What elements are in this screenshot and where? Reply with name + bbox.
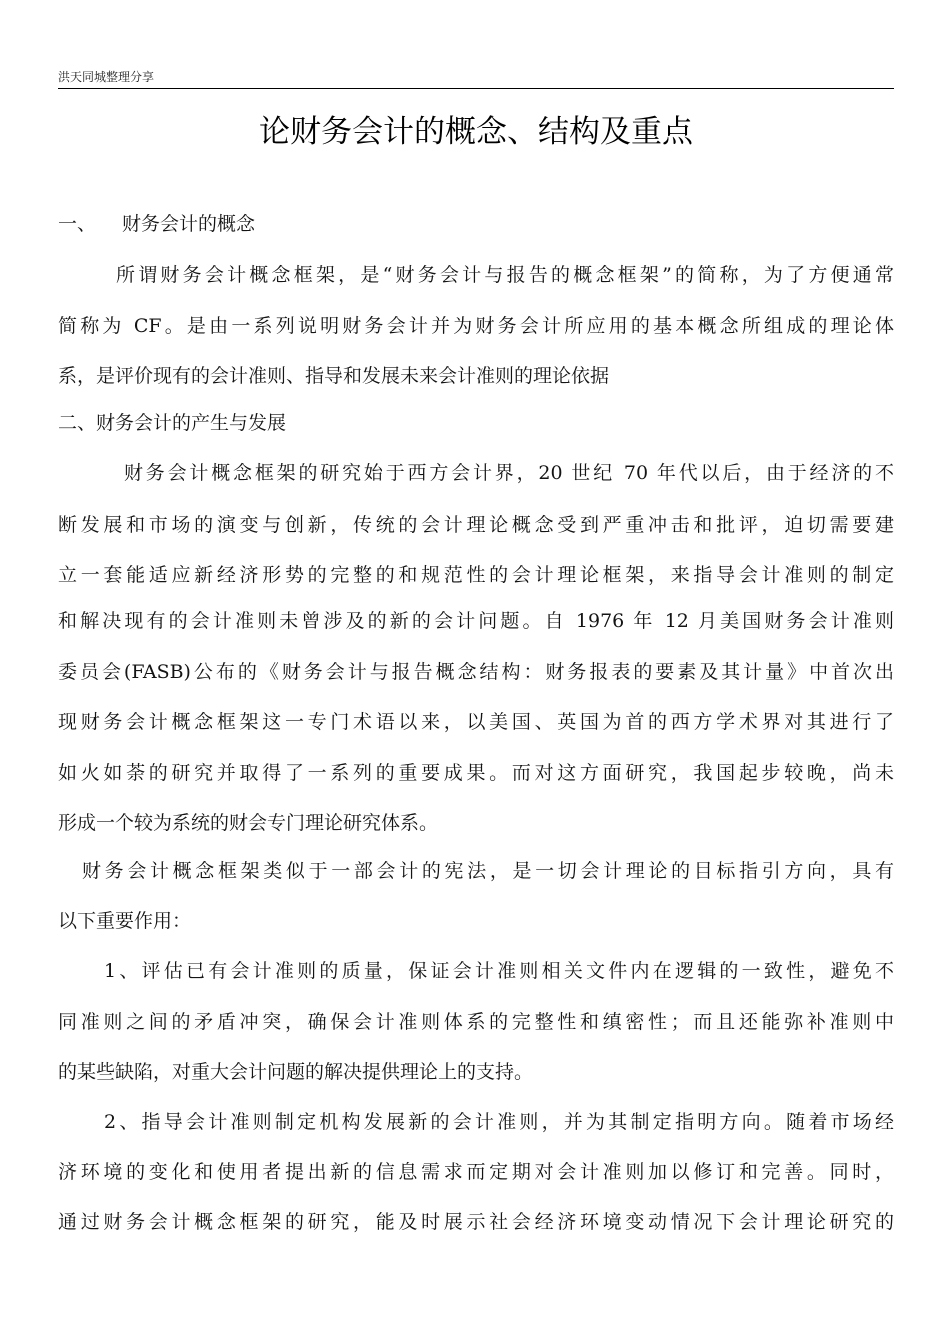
section2-item2-line-1: 2、指导会计准则制定机构发展新的会计准则，并为其制定指明方向。随着市场经: [104, 1111, 894, 1133]
section2-item2-line-2: 济环境的变化和使用者提出新的信息需求而定期对会计准则加以修订和完善。同时，: [58, 1161, 894, 1183]
section2-p2-line-2: 以下重要作用：: [58, 910, 192, 932]
section2-p1-line-1: 财务会计概念框架的研究始于西方会计界，20 世纪 70 年代以后，由于经济的不: [124, 462, 894, 484]
header-text: 洪天同城整理分享: [58, 70, 155, 84]
section1-line-1: 所谓财务会计概念框架，是“财务会计与报告的概念框架”的简称，为了方便通常: [116, 264, 894, 286]
section1-number: 一、: [58, 213, 97, 235]
section2-item2-line-3: 通过财务会计概念框架的研究，能及时展示社会经济环境变动情况下会计理论研究的: [58, 1211, 894, 1233]
section2-item1-line-3: 的某些缺陷，对重大会计问题的解决提供理论上的支持。: [58, 1061, 534, 1083]
section2-p1-line-2: 断发展和市场的演变与创新，传统的会计理论概念受到严重冲击和批评，迫切需要建: [58, 514, 894, 536]
page-header: [58, 69, 894, 89]
section2-p1-line-7: 如火如荼的研究并取得了一系列的重要成果。而对这方面研究，我国起步较晚，尚未: [58, 762, 894, 784]
section2-p1-line-5: 委员会(FASB)公布的《财务会计与报告概念结构：财务报表的要素及其计量》中首次出: [58, 661, 894, 683]
document-title: 论财务会计的概念、结构及重点: [259, 114, 693, 150]
section2-item1-line-1: 1、评估已有会计准则的质量，保证会计准则相关文件内在逻辑的一致性，避免不: [104, 960, 894, 982]
section1-line-3: 系，是评价现有的会计准则、指导和发展未来会计准则的理论依据: [58, 365, 610, 387]
section2-p2-line-1: 财务会计概念框架类似于一部会计的宪法，是一切会计理论的目标指引方向，具有: [82, 860, 894, 882]
section2-p1-line-4: 和解决现有的会计准则未曾涉及的新的会计问题。自 1976 年 12 月美国财务会计准则: [58, 610, 894, 632]
section1-line-2: 简称为 CF。是由一系列说明财务会计并为财务会计所应用的基本概念所组成的理论体: [58, 315, 894, 337]
section2-p1-line-3: 立一套能适应新经济形势的完整的和规范性的会计理论框架，来指导会计准则的制定: [58, 564, 894, 586]
section1-heading: [58, 211, 894, 237]
section1-heading-text: 财务会计的概念: [122, 213, 256, 235]
section2-p1-line-8: 形成一个较为系统的财会专门理论研究体系。: [58, 812, 439, 834]
section2-p1-line-6: 现财务会计概念框架这一专门术语以来，以美国、英国为首的西方学术界对其进行了: [58, 711, 894, 733]
section2-item1-line-2: 同准则之间的矛盾冲突，确保会计准则体系的完整性和缜密性；而且还能弥补准则中: [58, 1011, 894, 1033]
section2-heading: 二、财务会计的产生与发展: [58, 412, 287, 434]
